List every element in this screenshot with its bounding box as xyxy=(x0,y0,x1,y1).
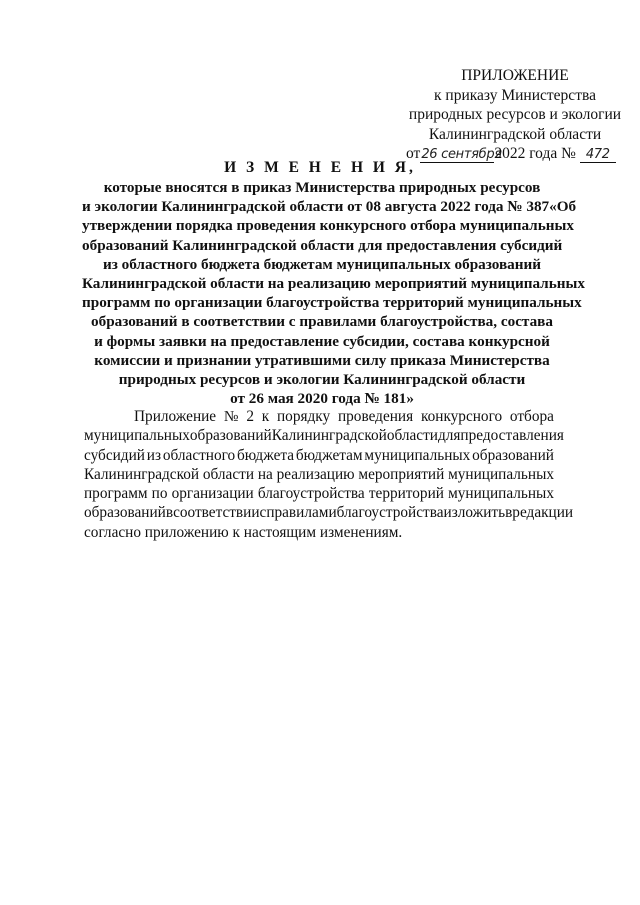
word: образований xyxy=(472,446,554,464)
word: 2 xyxy=(246,408,254,425)
handwritten-date: 26 сентября xyxy=(421,147,502,162)
appendix-line-3: Калининградской области xyxy=(428,125,602,143)
word: правилами xyxy=(266,504,337,522)
word: к xyxy=(261,408,270,425)
word: редакции xyxy=(512,504,574,522)
word: в xyxy=(165,504,174,522)
word: организации xyxy=(171,485,254,503)
subtitle-line: утверждении порядка проведения конкурсного отбора муниципальных xyxy=(82,217,574,235)
date-prefix: от xyxy=(406,145,421,162)
word: изложить xyxy=(443,504,506,522)
word: по xyxy=(151,485,168,503)
word: муниципальных xyxy=(448,485,554,503)
word: проведения xyxy=(337,408,414,425)
document-subtitle xyxy=(82,178,585,408)
subtitle-line: которые вносятся в приказ Министерства природных ресурсов xyxy=(103,179,541,196)
word: реализацию xyxy=(276,465,355,483)
word: порядку xyxy=(277,408,331,425)
word: образований xyxy=(189,427,272,445)
subtitle-line: от 26 мая 2020 года № 181» xyxy=(230,390,414,408)
word: областного xyxy=(162,446,236,464)
body-line xyxy=(84,446,554,465)
word: бюджетам xyxy=(295,446,363,464)
word: мероприятий xyxy=(358,465,445,483)
appendix-header xyxy=(395,66,635,164)
word: конкурсного xyxy=(420,408,503,425)
handwritten-number: 472 xyxy=(580,147,616,163)
body-paragraph xyxy=(84,407,574,542)
word: предоставления xyxy=(460,427,564,445)
word: для xyxy=(437,427,461,445)
word: в xyxy=(505,504,513,522)
body-line xyxy=(84,484,554,503)
subtitle-line: природных ресурсов и экологии Калининградской области xyxy=(118,371,526,389)
subtitle-line: программ по организации благоустройства территорий муниципальных xyxy=(82,294,582,312)
word: благоустройства xyxy=(336,504,444,522)
body-line: согласно приложению к настоящим изменениям. xyxy=(84,523,403,541)
word: субсидий xyxy=(84,446,145,464)
appendix-line-2: природных ресурсов и экологии xyxy=(408,106,622,123)
body-line xyxy=(84,465,554,484)
word: благоустройства xyxy=(257,485,365,503)
word: № xyxy=(223,408,239,425)
word: бюджета xyxy=(237,446,295,464)
subtitle-line: и формы заявки на предоставление субсидии, состава конкурсной xyxy=(94,332,550,350)
subtitle-line: комиссии и признании утратившими силу приказа Министерства xyxy=(94,351,550,369)
word: из xyxy=(146,446,162,464)
subtitle-line: из областного бюджета бюджетам муниципальных образований xyxy=(102,255,542,273)
word: Приложение xyxy=(134,408,217,425)
document-title: И З М Е Н Е Н И Я, xyxy=(224,159,416,176)
word: соответствии xyxy=(173,504,260,522)
word: с xyxy=(259,504,267,522)
word: Калининградской xyxy=(84,465,200,483)
word: Калининградской xyxy=(271,427,387,445)
subtitle-line: образований Калининградской области для предоставления субсидий xyxy=(82,236,563,254)
appendix-line-1: к приказу Министерства xyxy=(434,86,596,104)
appendix-title: ПРИЛОЖЕНИЕ xyxy=(461,67,569,84)
word: области xyxy=(386,427,438,445)
subtitle-line: образований в соответствии с правилами благоустройства, состава xyxy=(91,313,553,331)
word: отбора xyxy=(509,408,554,425)
word: муниципальных xyxy=(448,465,554,483)
word: муниципальных xyxy=(364,446,471,464)
word: на xyxy=(257,465,273,483)
body-line xyxy=(84,407,554,426)
word: образований xyxy=(84,504,166,522)
word: программ xyxy=(84,485,148,503)
date-year: 2022 года № xyxy=(494,145,576,162)
body-line xyxy=(84,503,574,522)
word: муниципальных xyxy=(84,427,190,445)
word: территорий xyxy=(368,485,444,503)
word: области xyxy=(202,465,255,483)
body-line xyxy=(84,426,564,445)
subtitle-line: и экологии Калининградской области от 08 августа 2022 года № 387«Об xyxy=(82,198,577,216)
subtitle-line: Калининградской области на реализацию мероприятий муниципальных xyxy=(82,275,585,293)
